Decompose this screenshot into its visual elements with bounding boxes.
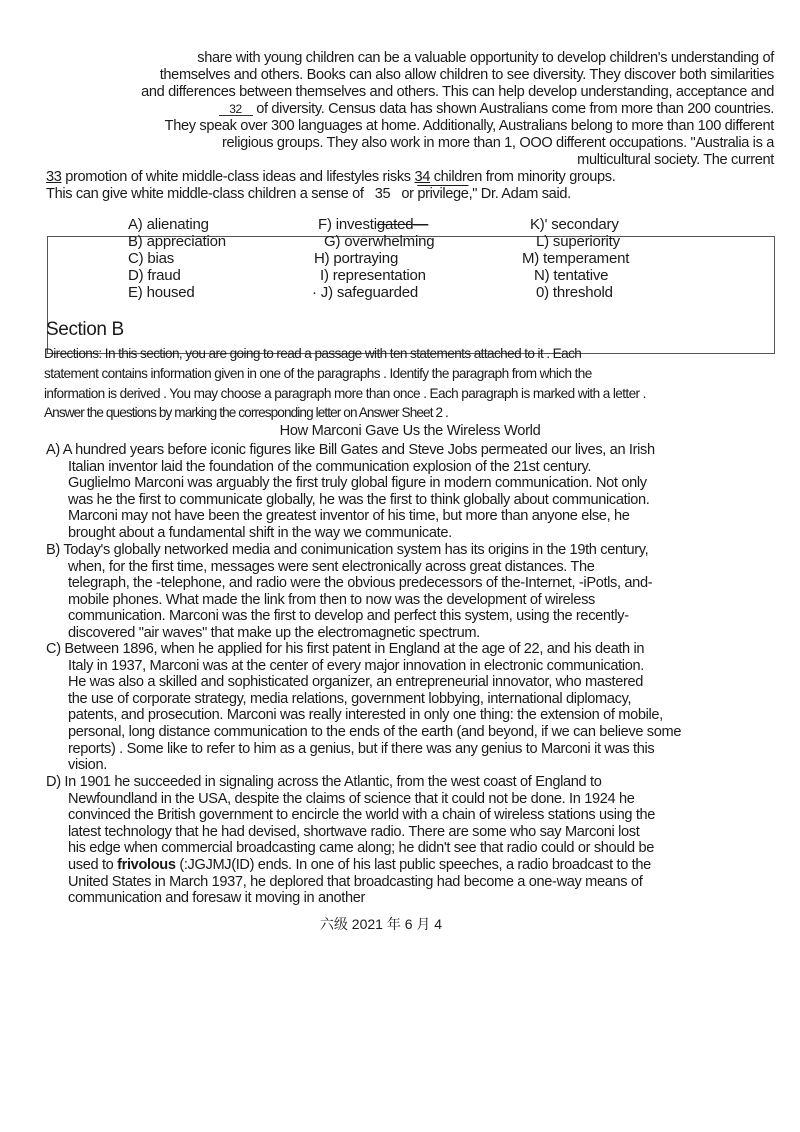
paragraph-line: when, for the first time, messages were sent electronically across great distances. The bbox=[68, 558, 595, 575]
paragraph-line: He was also a skilled and sophisticated organizer, an entrepreneurial innovator, who mastered bbox=[68, 674, 644, 691]
word-option: A) alienating bbox=[128, 216, 209, 233]
word-option: I) representation bbox=[320, 267, 426, 284]
word-option: K)' secondary bbox=[530, 216, 619, 233]
paragraph-line: Italy in 1937, Marconi was at the center of every major innovation in electronic communication. bbox=[68, 657, 644, 674]
passage-line bbox=[46, 186, 571, 203]
passage-line bbox=[219, 101, 774, 118]
passage-text: children from minority groups. bbox=[430, 169, 616, 185]
paragraph-line: Guglielmo Marconi was arguably the first truly global figure in modern communication. Not only bbox=[68, 475, 647, 492]
paragraph-line: D) In 1901 he succeeded in signaling across the Atlantic, from the west coast of England to bbox=[46, 774, 602, 790]
paragraph-line: communication. Marconi was the first to develop and perfect this system, using the recently- bbox=[68, 608, 629, 625]
paragraph-line: vision. bbox=[68, 757, 107, 774]
word-option: · J) safeguarded bbox=[312, 284, 419, 301]
directions-line: statement contains information given in one of the paragraphs . Identify the paragraph from which the bbox=[44, 366, 592, 381]
passage-line: and differences between themselves and others. This can help develop understanding, acceptance and bbox=[141, 84, 774, 100]
passage-line: religious groups. They also work in more than 1, OOO different occupations. "Australia is a bbox=[222, 135, 774, 151]
paragraph-line: personal, long distance communication to the ends of the earth (and beyond, if we can believe some bbox=[68, 724, 682, 740]
word-option: G) overwhelming bbox=[324, 233, 435, 250]
word-option: L) superiority bbox=[536, 233, 620, 250]
word-option: N) tentative bbox=[534, 267, 609, 284]
paragraph-line: mobile phones. What made the link from then to now was the development of wireless bbox=[68, 591, 595, 608]
word-option: M) temperament bbox=[522, 250, 630, 267]
paragraph-line: his edge when commercial broadcasting came along; he didn't see that radio could or should be bbox=[68, 840, 654, 857]
blank-33: 33 bbox=[46, 169, 62, 185]
section-heading: Section B bbox=[46, 319, 124, 340]
paragraph-line: Newfoundland in the USA, despite the claims of science that it could not be done. In 1924 he bbox=[68, 790, 635, 807]
word-option: H) portraying bbox=[314, 250, 399, 267]
paragraph-text: used to bbox=[68, 857, 118, 873]
word-option: E) housed bbox=[128, 284, 195, 301]
passage-line: They speak over 300 languages at home. Additionally, Australians belong to more than 100 different bbox=[164, 118, 774, 134]
paragraph-line: the use of corporate strategy, media relations, government lobbying, international diplomacy, bbox=[68, 690, 632, 707]
paragraph-line: convinced the British government to encircle the world with a chain of wireless stations using the bbox=[68, 807, 656, 824]
passage-text: of diversity. Census data has shown Australians come from more than 200 countries. bbox=[256, 101, 774, 117]
directions-line: information is derived . You may choose a paragraph more than once . Each paragraph is marked with a letter . bbox=[44, 386, 646, 401]
word-privilege: privilege bbox=[417, 186, 469, 202]
paragraph-line: Italian inventor laid the foundation of the communication explosion of the 21st century. bbox=[68, 458, 592, 475]
passage-text: This can give white middle-class children a sense of 35 or bbox=[46, 186, 418, 202]
page-footer: 六级 2021 年 6 月 4 bbox=[319, 916, 443, 932]
word-option: D) fraud bbox=[128, 267, 181, 284]
paragraph-line: C) Between 1896, when he applied for his first patent in England at the age of 22, and his death in bbox=[46, 641, 645, 657]
word-option: C) bias bbox=[128, 250, 175, 267]
paragraph-line: B) Today's globally networked media and conimunication system has its origins in the 19th century, bbox=[46, 542, 649, 558]
passage-line: themselves and others. Books can also allow children to see diversity. They discover both similarities bbox=[159, 67, 774, 83]
directions-line: Answer the questions by marking the corresponding letter on Answer Sheet 2 . bbox=[44, 405, 448, 420]
blank-32: 32 bbox=[219, 103, 253, 116]
passage-title: How Marconi Gave Us the Wireless World bbox=[279, 423, 541, 439]
paragraph-line: latest technology that he had devised, shortwave radio. There are some who say Marconi lost bbox=[68, 823, 640, 840]
paragraph-line: discovered "air waves" that make up the electromagnetic spectrum. bbox=[68, 625, 480, 641]
passage-line: share with young children can be a valuable opportunity to develop children's understanding of bbox=[197, 50, 774, 66]
passage-line: multicultural society. The current bbox=[577, 152, 774, 168]
paragraph-line: reports) . Some like to refer to him as a genius, but if there was any genius to Marconi it was this bbox=[68, 740, 655, 757]
passage-text: ," Dr. Adam said. bbox=[468, 186, 571, 202]
paragraph-line: United States in March 1937, he deplored that broadcasting had become a one-way means of bbox=[68, 873, 643, 890]
paragraph-line: Marconi may not have been the greatest inventor of his time, but more than anyone else, he bbox=[68, 508, 630, 525]
paragraph-line: telegraph, the -telephone, and radio were the obvious predecessors of the-Internet, -iPotls, and- bbox=[68, 575, 653, 592]
bold-word: frivolous bbox=[117, 857, 176, 873]
word-option: B) appreciation bbox=[128, 233, 226, 250]
paragraph-line: patents, and prosecution. Marconi was really interested in only one thing: the extension of mobile, bbox=[68, 707, 663, 724]
paragraph-line bbox=[68, 857, 651, 874]
word-option: 0) threshold bbox=[536, 284, 613, 301]
paragraph-line: was he the first to communicate globally, he was the first to think globally about communication. bbox=[68, 491, 650, 508]
passage-text: promotion of white middle-class ideas and lifestyles risks bbox=[61, 169, 415, 185]
paragraph-line: communication and foresaw it moving in another bbox=[68, 890, 366, 907]
paragraph-line: A) A hundred years before iconic figures like Bill Gates and Steve Jobs permeated our lives, an Irish bbox=[46, 442, 655, 458]
passage-line bbox=[46, 169, 615, 186]
blank-34: 34 bbox=[414, 169, 431, 185]
paragraph-text: (:JGJMJ(ID) ends. In one of his last public speeches, a radio broadcast to the bbox=[175, 857, 651, 873]
directions-line: Directions: In this section, you are going to read a passage with ten statements attached to it . Each bbox=[44, 346, 582, 361]
word-option: F) investigated— bbox=[318, 216, 429, 233]
paragraph-line: brought about a fundamental shift in the way we communicate. bbox=[68, 525, 452, 541]
